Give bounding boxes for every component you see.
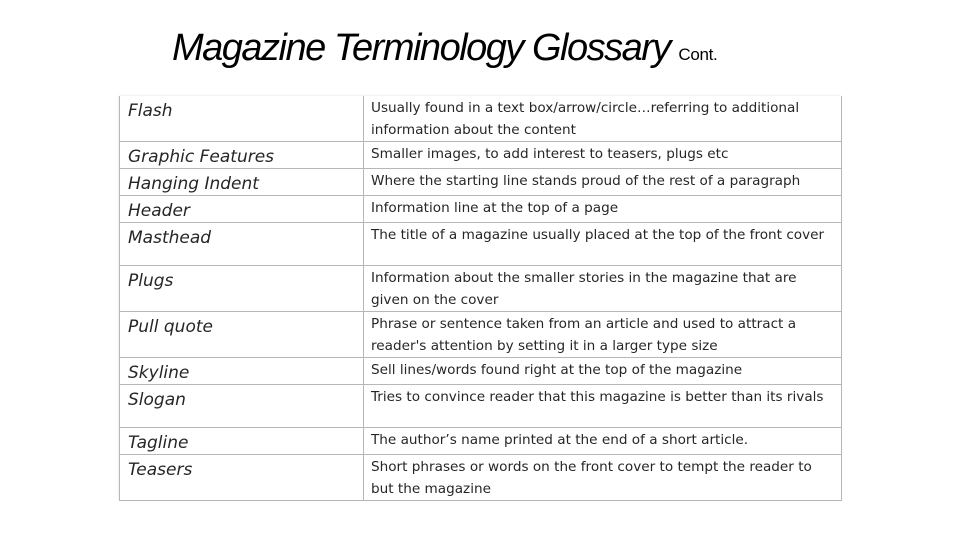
- table-row: [120, 358, 842, 385]
- term-cell: Pull quote: [120, 312, 364, 358]
- table-row: [120, 96, 842, 142]
- term-cell: Flash: [120, 96, 364, 142]
- term-cell: Plugs: [120, 266, 364, 312]
- definition-cell: Information line at the top of a page: [364, 196, 842, 223]
- definition-cell: Where the starting line stands proud of the rest of a paragraph: [364, 169, 842, 196]
- definition-cell: Sell lines/words found right at the top of the magazine: [364, 358, 842, 385]
- title-suffix: Cont.: [678, 45, 718, 64]
- page-title: [172, 27, 717, 70]
- definition-cell: Information about the smaller stories in the magazine that are given on the cover: [364, 266, 842, 312]
- term-cell: Header: [120, 196, 364, 223]
- term-cell: Skyline: [120, 358, 364, 385]
- glossary-table: [119, 96, 842, 501]
- table-row: [120, 142, 842, 169]
- term-cell: Tagline: [120, 428, 364, 455]
- glossary-table-frame: [119, 96, 841, 500]
- definition-cell: Smaller images, to add interest to teasers, plugs etc: [364, 142, 842, 169]
- table-row: [120, 455, 842, 501]
- term-cell: Teasers: [120, 455, 364, 501]
- term-cell: Graphic Features: [120, 142, 364, 169]
- table-row: [120, 223, 842, 266]
- term-cell: Hanging Indent: [120, 169, 364, 196]
- definition-cell: The title of a magazine usually placed at the top of the front cover: [364, 223, 842, 266]
- term-cell: Masthead: [120, 223, 364, 266]
- table-row: [120, 196, 842, 223]
- table-row: [120, 266, 842, 312]
- table-row: [120, 169, 842, 196]
- term-cell: Slogan: [120, 385, 364, 428]
- table-row: [120, 385, 842, 428]
- definition-cell: Usually found in a text box/arrow/circle…referring to additional information about the content: [364, 96, 842, 142]
- table-row: [120, 312, 842, 358]
- table-row: [120, 428, 842, 455]
- definition-cell: Tries to convince reader that this magazine is better than its rivals: [364, 385, 842, 428]
- definition-cell: Short phrases or words on the front cover to tempt the reader to but the magazine: [364, 455, 842, 501]
- definition-cell: Phrase or sentence taken from an article and used to attract a reader's attention by setting it in a larger type size: [364, 312, 842, 358]
- definition-cell: The author’s name printed at the end of a short article.: [364, 428, 842, 455]
- title-main: Magazine Terminology Glossary: [172, 27, 670, 69]
